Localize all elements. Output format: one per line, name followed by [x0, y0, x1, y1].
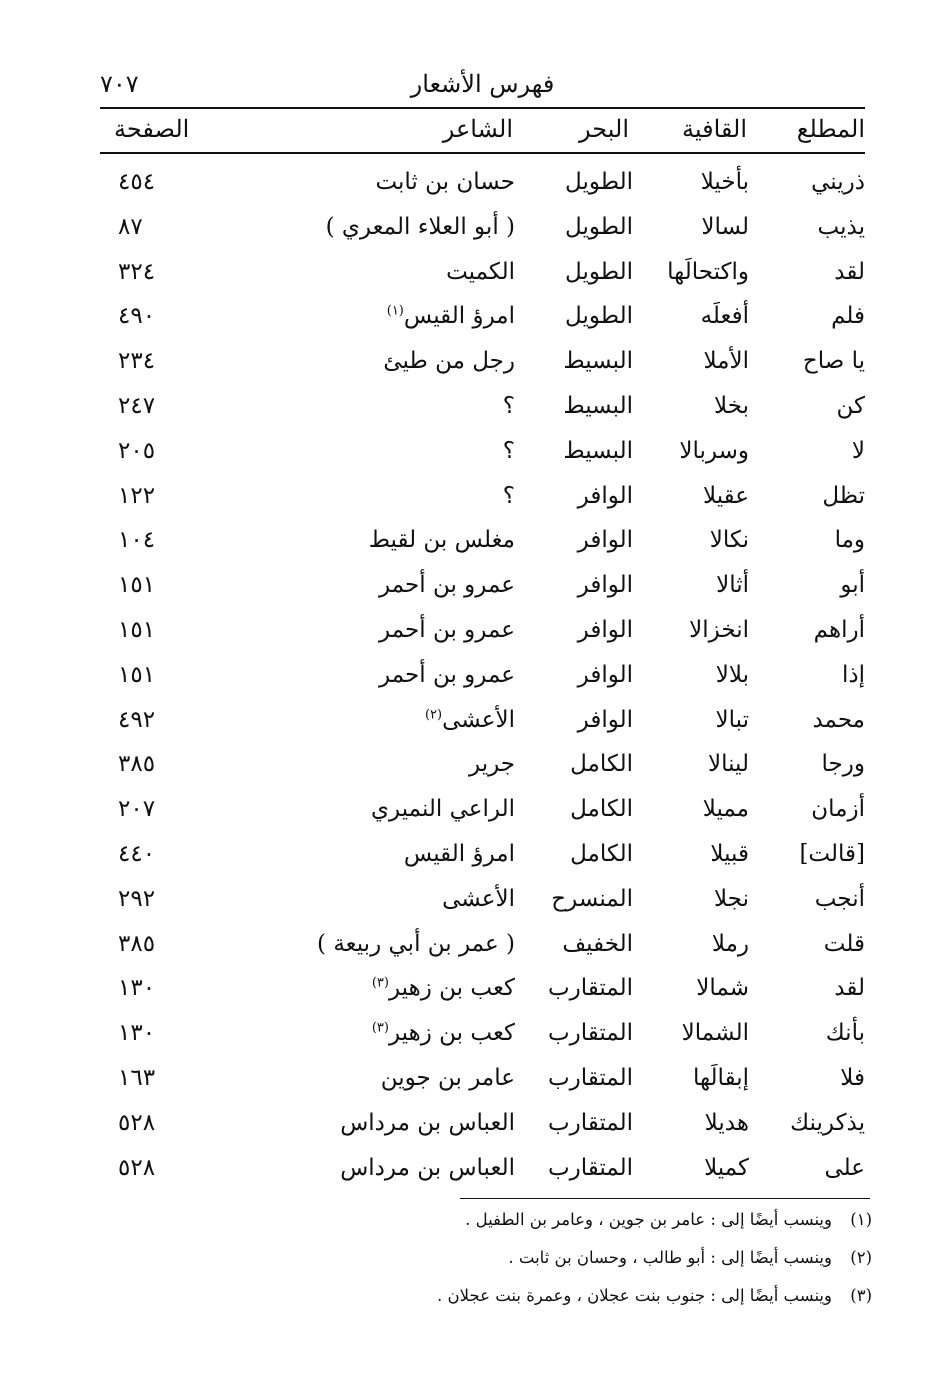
shaer-cell	[503, 393, 515, 419]
page-cell: ١٥١	[118, 661, 156, 688]
page-cell: ١٥١	[118, 572, 156, 599]
matla-cell: يا صاح	[802, 348, 865, 375]
footnote-text: وينسب أيضًا إلى : أبو طالب ، وحسان بن ثابت .	[508, 1248, 832, 1267]
matla-cell: يذكرينك	[790, 1109, 865, 1136]
page-cell: ٥٢٨	[118, 1109, 156, 1136]
shaer-cell	[369, 527, 515, 553]
poet-name: كعب بن زهير	[388, 1020, 515, 1047]
matla-cell: أزمان	[811, 796, 865, 823]
qafiya-cell: نكالا	[709, 527, 749, 554]
shaer-cell	[383, 348, 515, 374]
shaer-cell	[404, 841, 515, 867]
shaer-cell	[442, 886, 515, 912]
qafiya-cell: شمالا	[696, 975, 749, 1002]
page-cell: ١٦٣	[118, 1064, 156, 1091]
bahr-cell: الوافر	[577, 482, 633, 509]
qafiya-cell: أفعلَه	[700, 303, 749, 330]
matla-cell: لقد	[834, 975, 865, 1002]
page-cell: ٤٤٠	[118, 840, 156, 867]
poet-name: العباس بن مرداس	[340, 1109, 515, 1136]
shaer-cell	[340, 1110, 515, 1136]
table-row	[100, 1151, 865, 1196]
matla-cell: أراهم	[813, 616, 865, 643]
shaer-cell	[372, 1020, 515, 1046]
footnote-number: (٣)	[850, 1286, 872, 1305]
page-cell: ١٣٠	[118, 1020, 156, 1047]
qafiya-cell: بلالا	[715, 661, 749, 688]
page-number: ٧٠٧	[100, 70, 139, 98]
footnotes	[352, 1210, 872, 1324]
poet-name: الكميت	[446, 258, 515, 285]
qafiya-cell: هديلا	[704, 1109, 749, 1136]
table-row	[100, 613, 865, 658]
shaer-cell	[503, 483, 515, 509]
qafiya-cell: نجلا	[714, 885, 749, 912]
table-row	[100, 1106, 865, 1151]
shaer-cell	[371, 796, 515, 822]
page-cell: ١٢٢	[118, 482, 156, 509]
footnote-ref: (٣)	[371, 975, 389, 991]
table-row	[100, 299, 865, 344]
footnote-ref: (١)	[386, 303, 404, 319]
table-row	[100, 479, 865, 524]
shaer-cell	[503, 438, 515, 464]
page-cell: ٢٠٥	[118, 437, 156, 464]
qafiya-cell: رملا	[711, 930, 749, 957]
page-cell: ١٣٠	[118, 975, 156, 1002]
table-row	[100, 927, 865, 972]
footnote-separator	[460, 1198, 870, 1199]
qafiya-cell: بأخيلا	[700, 169, 749, 195]
bahr-cell: الطويل	[565, 213, 633, 240]
poet-name: حسان بن ثابت	[375, 169, 515, 195]
footnote-text: وينسب أيضًا إلى : جنوب بنت عجلان ، وعمرة بنت عجلان .	[437, 1286, 832, 1305]
qafiya-cell: الأملا	[703, 348, 749, 375]
shaer-cell	[379, 662, 515, 688]
matla-cell: محمد	[812, 706, 865, 733]
matla-cell: [قالت]	[799, 840, 865, 867]
qafiya-cell: لسالا	[701, 213, 749, 240]
shaer-cell	[326, 214, 515, 240]
matla-cell: ذريني	[811, 169, 865, 195]
table-row	[100, 747, 865, 792]
qafiya-cell: عقيلا	[702, 482, 749, 509]
table-row	[100, 255, 865, 300]
bahr-cell: المتقارب	[547, 1020, 633, 1047]
matla-cell: أبو	[840, 572, 865, 599]
table-row	[100, 837, 865, 882]
matla-cell: ورجا	[821, 751, 865, 778]
qafiya-cell: الشمالا	[681, 1020, 749, 1047]
footnote-ref: (٢)	[424, 706, 443, 722]
table-row	[100, 1016, 865, 1061]
bahr-cell: الكامل	[570, 751, 633, 778]
page-cell: ٤٥٤	[118, 169, 156, 195]
page-header	[100, 70, 865, 106]
column-header-qafiya: القافية	[681, 115, 747, 143]
page-cell: ٢٤٧	[118, 392, 156, 419]
table-row	[100, 971, 865, 1016]
qafiya-cell: تبالا	[715, 706, 749, 733]
page-cell: ٨٧	[118, 213, 143, 240]
shaer-cell	[387, 303, 515, 329]
poet-name: رجل من طيئ	[383, 348, 515, 375]
qafiya-cell: قبيلا	[710, 840, 749, 867]
bahr-cell: المتقارب	[547, 975, 633, 1002]
matla-cell: على	[824, 1154, 865, 1181]
shaer-cell	[446, 259, 515, 285]
bahr-cell: الخفيف	[562, 930, 633, 957]
bahr-cell: الطويل	[565, 169, 633, 195]
poet-name: كعب بن زهير	[388, 975, 515, 1002]
qafiya-cell: إبقالَها	[692, 1064, 749, 1091]
footnote-number: (٢)	[850, 1248, 872, 1267]
footnote	[352, 1248, 872, 1286]
poetry-index-table	[100, 165, 865, 1195]
poet-name: ؟	[502, 437, 515, 464]
poet-name: الأعشى	[442, 885, 515, 912]
poet-name: العباس بن مرداس	[340, 1154, 515, 1181]
bahr-cell: الوافر	[577, 572, 633, 599]
column-header-bahr: البحر	[579, 115, 629, 143]
matla-cell: بأنك	[825, 1020, 865, 1047]
poet-name: ( عمر بن أبي ربيعة )	[317, 930, 515, 957]
bahr-cell: الطويل	[565, 303, 633, 330]
shaer-cell	[379, 617, 515, 643]
shaer-cell	[425, 707, 515, 733]
column-headers	[100, 113, 865, 149]
poet-name: عمرو بن أحمر	[379, 661, 515, 688]
table-row	[100, 1061, 865, 1106]
poet-name: امرؤ القيس	[403, 303, 515, 330]
page-cell: ٢٠٧	[118, 796, 156, 823]
bahr-cell: البسيط	[563, 348, 633, 375]
table-row	[100, 434, 865, 479]
bahr-cell: الوافر	[577, 616, 633, 643]
bahr-cell: المتقارب	[547, 1154, 633, 1181]
poet-name: عمرو بن أحمر	[379, 572, 515, 599]
matla-cell: لا	[851, 437, 865, 464]
bahr-cell: الكامل	[570, 840, 633, 867]
shaer-cell	[381, 1065, 515, 1091]
table-row	[100, 568, 865, 613]
matla-cell: تظل	[822, 482, 865, 509]
qafiya-cell: واكتحالَها	[667, 258, 749, 285]
matla-cell: كن	[836, 392, 865, 419]
qafiya-cell: كميلا	[704, 1154, 749, 1181]
page-title: فهرس الأشعار	[410, 70, 555, 98]
bahr-cell: المتقارب	[547, 1064, 633, 1091]
qafiya-cell: انخزالا	[689, 616, 749, 643]
poet-name: جرير	[469, 751, 515, 778]
table-row	[100, 703, 865, 748]
matla-cell: إذا	[841, 661, 865, 688]
table-row	[100, 882, 865, 927]
footnote	[352, 1286, 872, 1324]
matla-cell: لقد	[834, 258, 865, 285]
poet-name: عامر بن جوين	[380, 1064, 515, 1091]
poet-name: مغلس بن لقيط	[368, 527, 515, 554]
table-row	[100, 210, 865, 255]
shaer-cell	[372, 975, 515, 1001]
qafiya-cell: لينالا	[707, 751, 749, 778]
page-cell: ٣٢٤	[118, 258, 156, 285]
bahr-cell: الوافر	[577, 706, 633, 733]
page-cell: ٢٣٤	[118, 348, 156, 375]
qafiya-cell: مميلا	[702, 796, 749, 823]
qafiya-cell: وسربالا	[679, 437, 749, 464]
bahr-cell: المنسرح	[551, 885, 633, 912]
bahr-cell: البسيط	[563, 392, 633, 419]
matla-cell: يذيب	[817, 213, 865, 240]
footnote-text: وينسب أيضًا إلى : عامر بن جوين ، وعامر بن الطفيل .	[465, 1210, 832, 1229]
shaer-cell	[317, 931, 515, 957]
footnote	[352, 1210, 872, 1248]
bahr-cell: الوافر	[577, 527, 633, 554]
poet-name: الراعي النميري	[371, 796, 515, 823]
page-cell: ١٠٤	[118, 527, 156, 554]
matla-cell: فلا	[840, 1064, 865, 1091]
bahr-cell: الكامل	[570, 796, 633, 823]
footnote-number: (١)	[850, 1210, 872, 1229]
table-row	[100, 344, 865, 389]
page-cell: ٣٨٥	[118, 930, 156, 957]
page-cell: ١٥١	[118, 616, 156, 643]
poet-name: امرؤ القيس	[403, 840, 515, 867]
poet-name: عمرو بن أحمر	[379, 616, 515, 643]
poet-name: ( أبو العلاء المعري )	[325, 213, 515, 240]
bahr-cell: المتقارب	[547, 1109, 633, 1136]
table-row	[100, 165, 865, 210]
bahr-cell: البسيط	[563, 437, 633, 464]
column-header-matla: المطلع	[796, 115, 865, 143]
header-rule	[100, 107, 865, 109]
column-header-rule	[100, 152, 865, 154]
column-header-page: الصفحة	[114, 115, 190, 143]
matla-cell: فلم	[831, 303, 865, 330]
page-cell: ٤٩٠	[118, 303, 156, 330]
shaer-cell	[375, 169, 515, 195]
poet-name: ؟	[502, 392, 515, 419]
qafiya-cell: أثالا	[716, 572, 749, 599]
bahr-cell: الطويل	[565, 258, 633, 285]
table-row	[100, 523, 865, 568]
shaer-cell	[379, 572, 515, 598]
table-row	[100, 792, 865, 837]
qafiya-cell: بخلا	[714, 392, 749, 419]
poet-name: الأعشى	[442, 706, 515, 733]
matla-cell: وما	[834, 527, 865, 554]
shaer-cell	[340, 1155, 515, 1181]
poet-name: ؟	[502, 482, 515, 509]
page-cell: ٥٢٨	[118, 1154, 156, 1181]
page-cell: ٣٨٥	[118, 751, 156, 778]
footnote-ref: (٣)	[371, 1020, 389, 1036]
matla-cell: أنجب	[814, 885, 865, 912]
page-cell: ٤٩٢	[118, 706, 156, 733]
table-row	[100, 389, 865, 434]
shaer-cell	[469, 751, 515, 777]
table-row	[100, 658, 865, 703]
page-cell: ٢٩٢	[118, 885, 156, 912]
bahr-cell: الوافر	[577, 661, 633, 688]
matla-cell: قلت	[823, 930, 865, 957]
column-header-shaer: الشاعر	[442, 115, 513, 143]
